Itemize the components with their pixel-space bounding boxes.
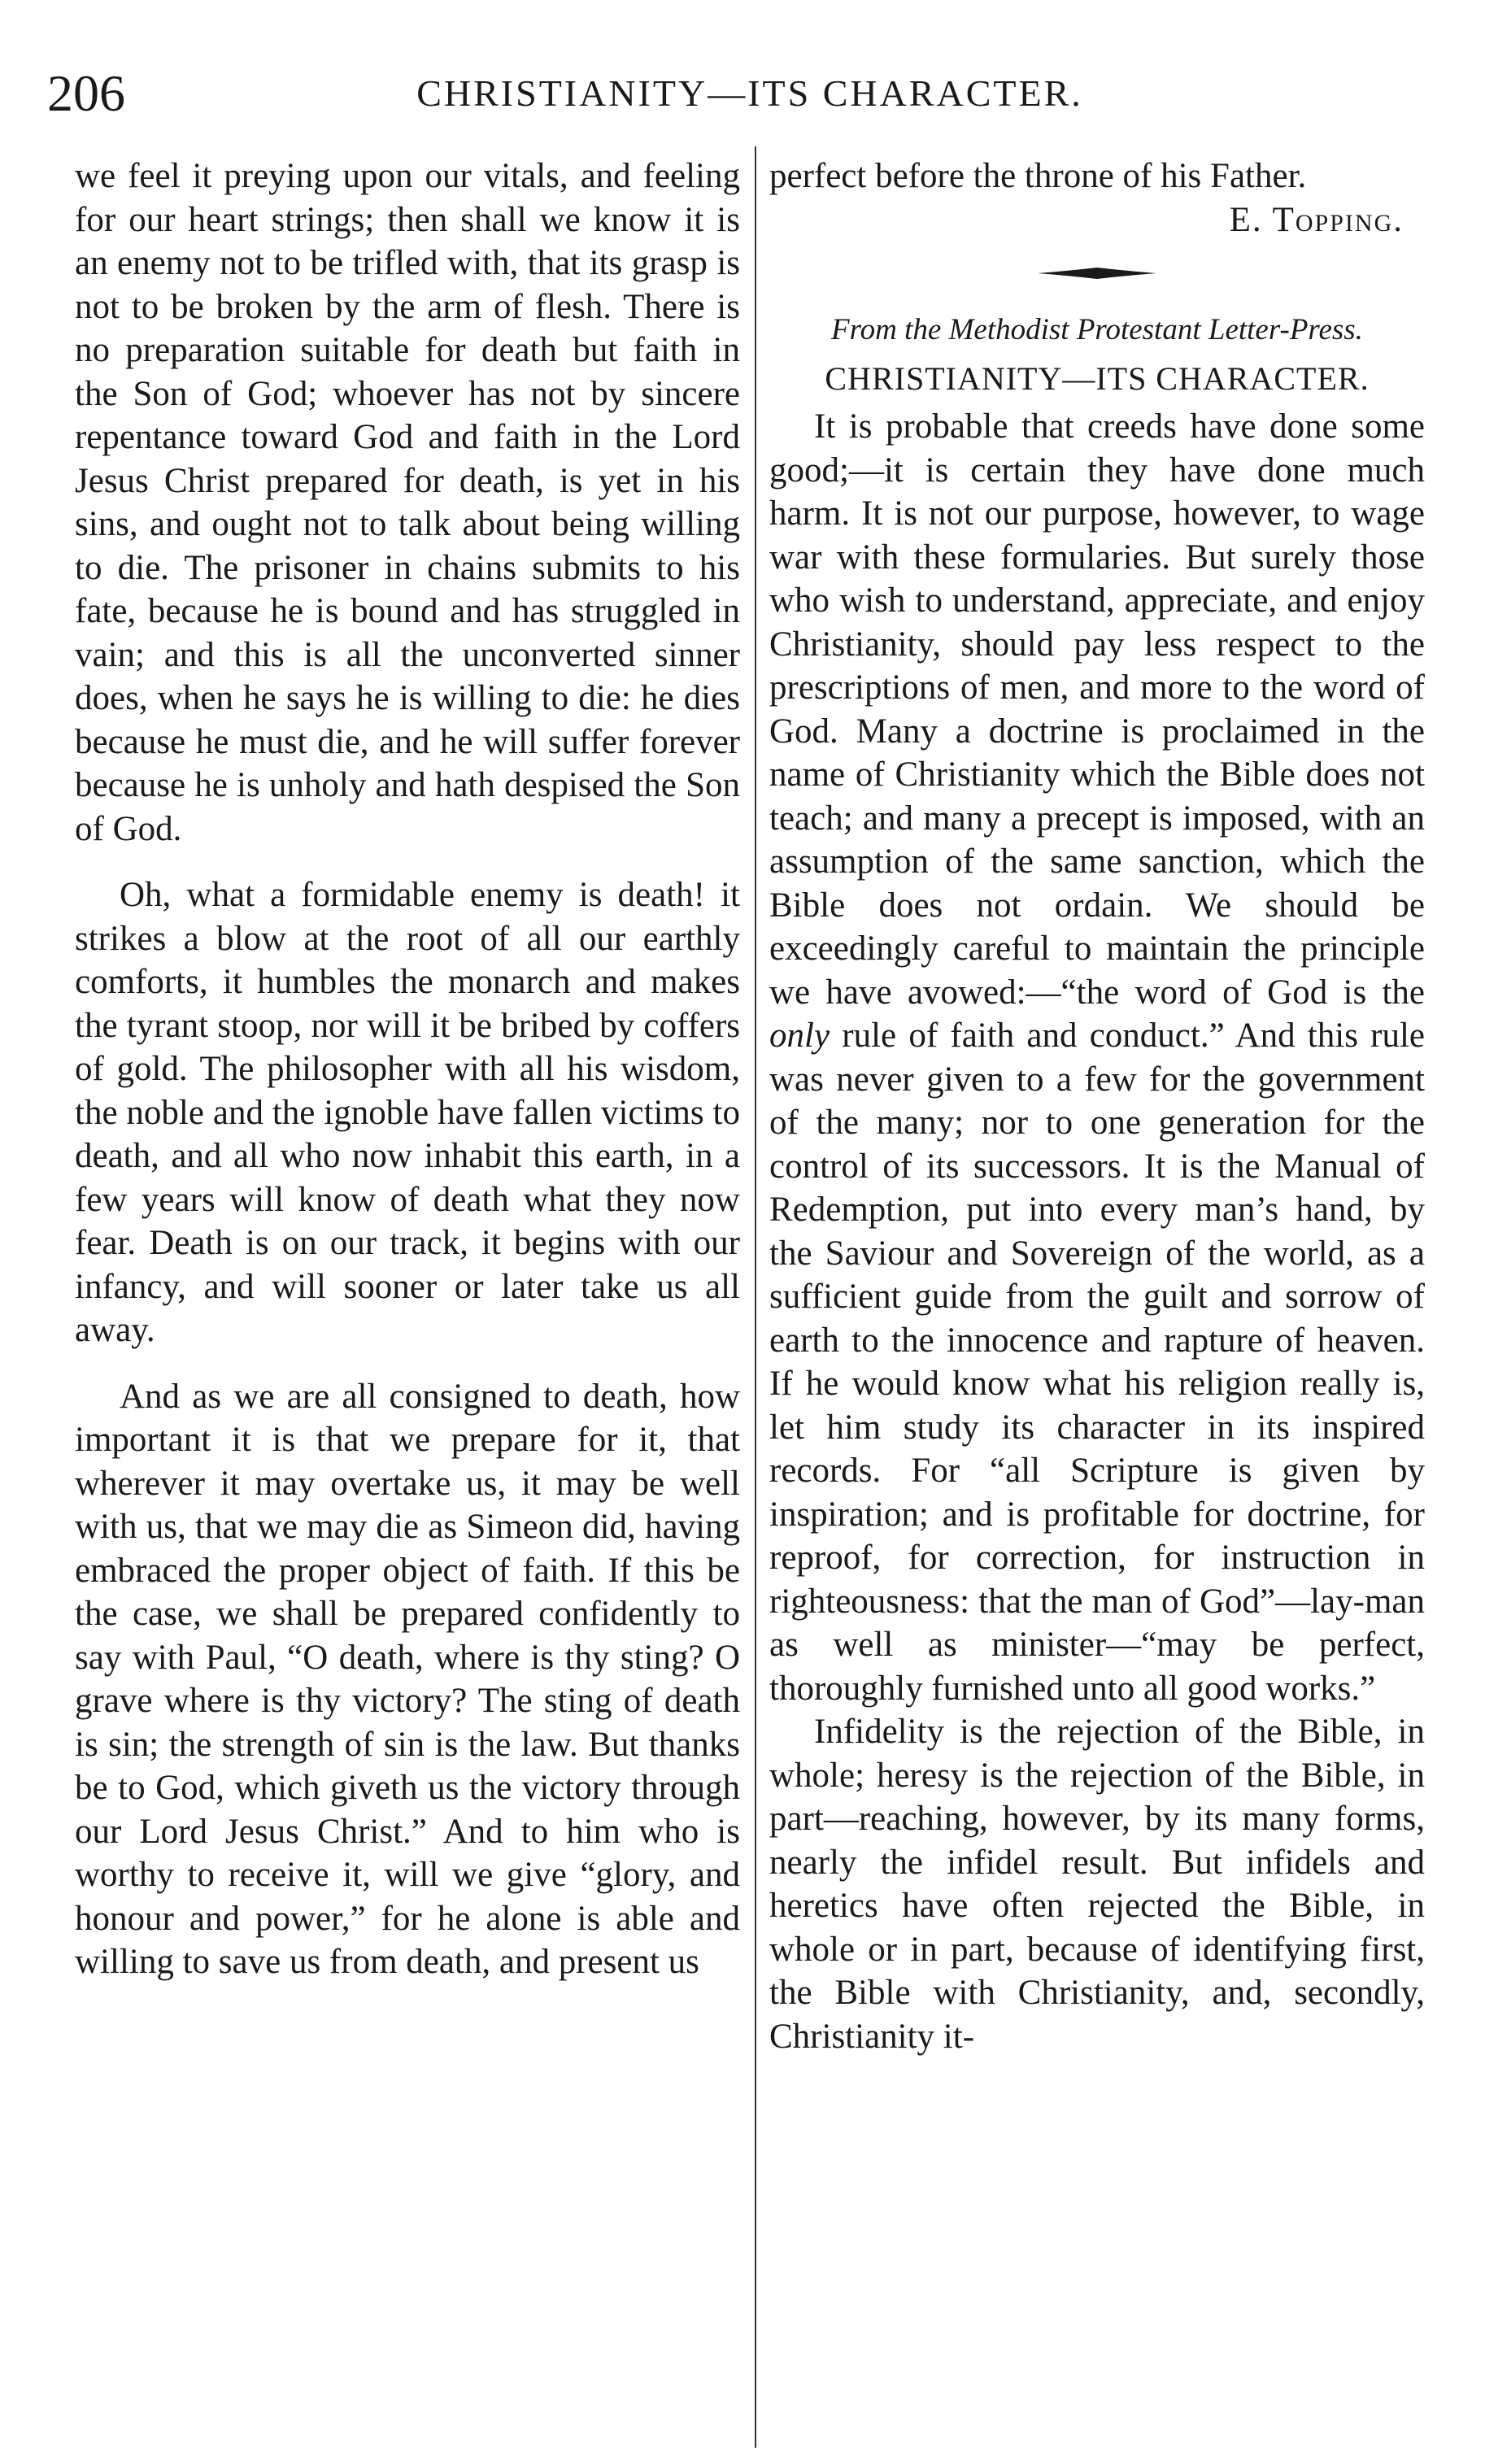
author-signature: E. Topping.	[1229, 200, 1404, 239]
column-divider	[755, 146, 756, 2448]
paragraph: And as we are all consigned to death, how important it is that we prepare for it, that wherever it may overtake us, it may be well with us, that we may die as Simeon did, having embraced the proper object of faith. If this be the case, we shall be prepared confidently to say with Paul, “O death, where is thy sting? O grave where is thy victory? The sting of death is sin; the strength of sin is the law. But thanks be to God, which giveth us the victory through our Lord Jesus Christ.” And to him who is worthy to receive it, will we give “glory, and honour and power,” for he alone is able and willing to save us from death, and present us	[75, 1377, 740, 1981]
page-header	[47, 57, 1452, 130]
page-number: 206	[47, 64, 125, 122]
article-title: CHRISTIANITY—ITS CHARACTER.	[825, 359, 1370, 397]
right-column	[769, 155, 1425, 2423]
paragraph-text: It is probable that creeds have done some good;—it is certain they have done much harm. It is not our purpose, however, to wage war with these formularies. But surely those who wish to understand, appreciate, and enjoy Christianity, should pay less respect to the prescriptions of men, and more to the word of God. Many a doctrine is proclaimed in the name of Christianity which the Bible does not teach; and many a precept is imposed, with an assumption of the same sanction, which the Bible does not ordain. We should be exceedingly careful to maintain the principle we have avowed:—“the word of God is the	[769, 407, 1425, 1012]
paragraph	[769, 405, 1425, 1710]
divider-flourish-icon	[1036, 264, 1158, 282]
ornament-divider	[769, 264, 1425, 282]
paragraph: Oh, what a formidable enemy is death! it strikes a blow at the root of all our earthly comforts, it humbles the monarch and makes the tyrant stoop, nor will it be bribed by coffers of gold. The philosopher with all his wisdom, the noble and the ignoble have fallen victims to death, and all who now inhabit this earth, in a few years will know of death what they now fear. Death is on our track, it begins with our infancy, and will sooner or later take us all away.	[75, 876, 740, 1349]
running-title: CHRISTIANITY—ITS CHARACTER.	[416, 72, 1083, 114]
paragraph: we feel it preying upon our vitals, and feeling for our heart strings; then shall we know it is an enemy not to be trifled with, that its grasp is not to be broken by the arm of flesh. There is no preparation suitable for death but faith in the Son of God; whoever has not by sincere repentance toward God and faith in the Lord Jesus Christ prepared for death, is yet in his sins, and ought not to talk about being willing to die. The prisoner in chains submits to his fate, because he is bound and has struggled in vain; and this is all the unconverted sinner does, when he says he is willing to die: he dies because he must die, and he will suffer forever because he is unholy and hath despised the Son of God.	[75, 157, 740, 848]
paragraph-text: rule of faith and conduct.” And this rule was never given to a few for the government of the many; nor to one generation for the control of its successors. It is the Manual of Redemption, put into every man’s hand, by the Saviour and Sovereign of the world, as a sufficient guide from the guilt and sorrow of earth to the innocence and rapture of heaven. If he would know what his religion really is, let him study its character in its inspired records. For “all Scripture is given by inspiration; and is profitable for doctrine, for reproof, for correction, for instruction in righteousness: that the man of God”—lay-man as well as minister—“may be perfect, thoroughly furnished unto all good works.”	[769, 1017, 1425, 1708]
left-column	[75, 155, 740, 2423]
emphasis-text: only	[769, 1017, 830, 1055]
paragraph-continued: perfect before the throne of his Father.	[769, 157, 1307, 195]
paragraph: Infidelity is the rejection of the Bible, in whole; heresy is the rejection of the Bible, in part—reaching, however, by its many forms, nearly the infidel result. But infidels and heretics have often rejected the Bible, in whole or in part, because of identifying first, the Bible with Christianity, and, secondly, Christianity it-	[769, 1713, 1425, 2056]
source-line: From the Methodist Protestant Letter-Press.	[831, 313, 1363, 346]
